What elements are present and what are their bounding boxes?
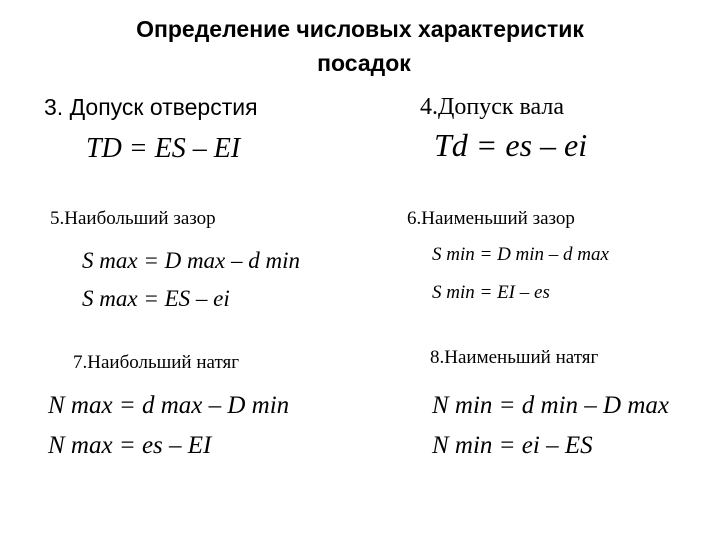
shaft-tolerance-formula: Td = es – ei (434, 127, 588, 163)
min-clearance-heading: 6.Наименьший зазор (407, 208, 575, 229)
shaft-tolerance-heading: 4.Допуск вала (420, 94, 565, 120)
hole-tolerance-heading: 3. Допуск отверстия (44, 94, 258, 120)
min-clearance-formula-1: S min = D min – d max (432, 244, 609, 265)
max-interference-formula-2: N max = es – EI (48, 432, 212, 459)
max-clearance-heading: 5.Наибольший зазор (50, 208, 216, 229)
min-interference-formula-2: N min = ei – ES (432, 432, 593, 459)
min-interference-formula-1: N min = d min – D max (432, 392, 669, 419)
max-clearance-formula-1: S max = D max – d min (82, 248, 301, 273)
max-interference-heading: 7.Наибольший натяг (73, 352, 240, 373)
min-interference-heading: 8.Наименьший натяг (430, 347, 599, 368)
page-title-line-2: посадок (317, 50, 411, 76)
max-interference-formula-1: N max = d max – D min (48, 392, 290, 419)
hole-tolerance-formula: TD = ES – EI (86, 133, 241, 164)
max-clearance-formula-2: S max = ES – ei (82, 286, 230, 311)
page-title-line-1: Определение числовых характеристик (136, 16, 584, 42)
min-clearance-formula-2: S min = EI – es (432, 282, 550, 303)
